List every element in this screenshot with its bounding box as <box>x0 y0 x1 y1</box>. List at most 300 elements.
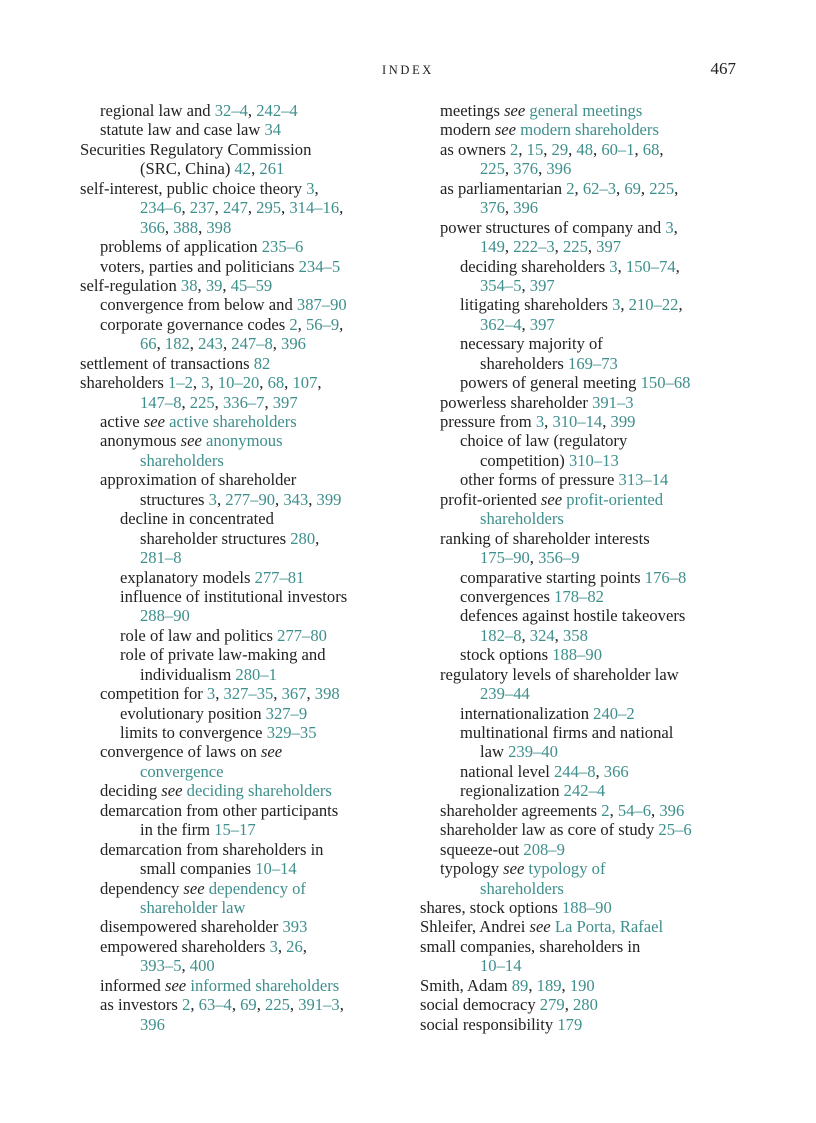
entry-text: powerless shareholder <box>440 392 593 412</box>
entry-text: explanatory models <box>120 567 255 587</box>
entry-text: , <box>164 217 174 237</box>
cross-reference-link[interactable]: 39 <box>205 275 223 295</box>
index-subentry-line <box>420 665 745 684</box>
cross-reference-link[interactable]: general meetings <box>529 101 643 120</box>
index-subentry-line <box>80 723 405 742</box>
index-heading-line <box>80 179 405 198</box>
entry-text: , <box>339 198 344 218</box>
cross-reference-link[interactable]: 239–44 <box>480 684 530 704</box>
see-marker: see <box>504 101 526 120</box>
cross-reference-link[interactable]: 279 <box>539 995 565 1015</box>
entry-text: (SRC, China) <box>140 159 235 179</box>
entry-text: corporate governance codes <box>100 314 290 334</box>
cross-reference-link[interactable]: 15–17 <box>214 820 256 840</box>
entry-text: regionalization <box>460 781 564 801</box>
entry-text: , <box>504 198 514 218</box>
index-subentry-line <box>80 956 405 975</box>
entry-text: Securities Regulatory Commission <box>80 139 312 159</box>
entry-text: , <box>181 198 190 218</box>
cross-reference-link[interactable]: 240–2 <box>593 703 635 723</box>
entry-text: role of law and politics <box>120 625 278 645</box>
entry-text: , <box>281 198 290 218</box>
entry-text: , <box>521 275 530 295</box>
index-subentry-line <box>80 665 405 684</box>
cross-reference-link[interactable]: 225 <box>562 237 588 257</box>
entry-text: , <box>197 275 206 295</box>
index-subentry-line <box>420 723 745 742</box>
index-subentry-line <box>80 781 405 800</box>
cross-reference-link[interactable]: 234–5 <box>298 256 341 276</box>
cross-reference-link[interactable]: 45–59 <box>230 275 273 295</box>
index-subentry-line <box>420 237 745 256</box>
entry-text: meetings <box>440 101 505 120</box>
entry-text: powers of general meeting <box>460 373 641 393</box>
cross-reference-link[interactable]: 391–3 <box>592 392 634 412</box>
cross-reference-link[interactable]: typology of <box>528 859 606 879</box>
index-subentry-line <box>420 587 745 606</box>
entry-text: , <box>521 314 530 334</box>
index-subentry-line <box>80 120 405 139</box>
cross-reference-link[interactable]: 10–14 <box>255 859 297 879</box>
cross-reference-link[interactable]: 3 <box>306 178 315 198</box>
cross-reference-link[interactable]: 169–73 <box>568 353 618 373</box>
index-subentry-line <box>420 218 745 237</box>
index-subentry-line <box>420 859 745 878</box>
cross-reference-link[interactable]: 280–1 <box>235 664 277 684</box>
cross-reference-link[interactable]: 15 <box>526 139 544 159</box>
cross-reference-link[interactable]: 247 <box>222 198 248 218</box>
cross-reference-link[interactable]: 225 <box>480 159 505 179</box>
cross-reference-link[interactable]: 277–81 <box>254 567 305 587</box>
entry-text: , <box>504 237 514 257</box>
index-subentry-line <box>420 257 745 276</box>
cross-reference-link[interactable]: 82 <box>253 353 271 373</box>
entry-text: , <box>616 178 625 198</box>
cross-reference-link[interactable]: 175–90 <box>480 548 530 568</box>
index-subentry-line <box>420 509 745 528</box>
entry-text: , <box>574 178 583 198</box>
entry-text: , <box>659 139 664 159</box>
cross-reference-link[interactable]: 366 <box>140 217 165 237</box>
entry-text: as investors <box>100 995 183 1015</box>
entry-text: multinational firms and national <box>460 723 674 742</box>
cross-reference-link[interactable]: 2 <box>289 314 298 334</box>
see-marker: see <box>183 878 205 898</box>
cross-reference-link[interactable]: 354–5 <box>480 275 522 295</box>
cross-reference-link[interactable]: 34 <box>264 120 282 140</box>
entry-text: , <box>289 995 299 1015</box>
entry-text: , <box>595 761 604 781</box>
entry-text: , <box>192 373 202 393</box>
entry-text: stock options <box>460 645 553 665</box>
cross-reference-link[interactable]: 3 <box>609 256 618 276</box>
cross-reference-link[interactable]: informed shareholders <box>190 975 340 995</box>
entry-text: typology <box>440 859 504 879</box>
cross-reference-link[interactable]: 38 <box>180 275 198 295</box>
entry-text: active <box>100 412 144 431</box>
entry-text: national level <box>460 761 554 781</box>
cross-reference-link[interactable]: 225 <box>189 392 215 412</box>
cross-reference-link[interactable]: profit-oriented <box>566 489 664 509</box>
index-subentry-line <box>80 742 405 761</box>
entry-text: , <box>543 139 552 159</box>
cross-reference-link[interactable]: 225 <box>265 995 290 1015</box>
entry-text: , <box>222 275 231 295</box>
cross-reference-link[interactable]: 396 <box>281 334 306 354</box>
cross-reference-link[interactable]: 391–3 <box>298 995 340 1015</box>
cross-reference-link[interactable]: 288–90 <box>140 606 190 626</box>
cross-reference-link[interactable]: 150–74 <box>625 256 676 276</box>
entry-text: , <box>284 373 293 393</box>
cross-reference-link[interactable]: 54–6 <box>617 800 652 820</box>
cross-reference-link[interactable]: 261 <box>259 159 285 179</box>
cross-reference-link[interactable]: 362–4 <box>480 314 522 334</box>
cross-reference-link[interactable]: 399 <box>316 489 342 509</box>
entry-text: in the firm <box>140 820 215 840</box>
index-subentry-line <box>80 295 405 314</box>
cross-reference-link[interactable]: 2 <box>566 178 575 198</box>
index-subentry-line <box>420 295 745 314</box>
cross-reference-link[interactable]: 237 <box>189 198 215 218</box>
cross-reference-link[interactable]: 376 <box>480 198 505 218</box>
cross-reference-link[interactable]: 313–14 <box>618 470 669 490</box>
cross-reference-link[interactable]: 222–3 <box>513 237 555 257</box>
index-heading-line <box>420 917 745 936</box>
cross-reference-link[interactable]: 68 <box>642 139 660 159</box>
cross-reference-link[interactable]: 281–8 <box>140 548 182 568</box>
entry-text: , <box>256 995 266 1015</box>
cross-reference-link[interactable]: 367 <box>281 684 307 704</box>
cross-reference-link[interactable]: 336–7 <box>222 392 265 412</box>
entry-text: , <box>297 314 306 334</box>
cross-reference-link[interactable]: 396 <box>513 198 539 218</box>
cross-reference-link[interactable]: 310–14 <box>552 412 603 431</box>
entry-text: anonymous <box>100 431 181 451</box>
entry-text: self-regulation <box>80 275 181 295</box>
cross-reference-link[interactable]: shareholders <box>140 450 224 470</box>
cross-reference-link[interactable]: 26 <box>286 936 303 956</box>
cross-reference-link[interactable]: 3 <box>535 412 545 431</box>
entry-text: , <box>528 975 537 995</box>
entry-text: , <box>181 392 190 412</box>
entry-text: voters, parties and politicians <box>100 256 299 276</box>
index-subentry-line <box>80 587 405 606</box>
cross-reference-link[interactable]: 69 <box>240 995 257 1015</box>
entry-text: , <box>339 314 344 334</box>
cross-reference-link[interactable]: 149 <box>480 237 505 257</box>
cross-reference-link[interactable]: 242–4 <box>563 781 606 801</box>
index-subentry-line <box>80 159 405 178</box>
index-subentry-line <box>80 529 405 548</box>
entry-text: , <box>561 975 570 995</box>
index-subentry-line <box>80 606 405 625</box>
cross-reference-link[interactable]: 182–8 <box>480 625 522 645</box>
index-subentry-line <box>420 470 745 489</box>
cross-reference-link[interactable]: 63–4 <box>198 995 232 1015</box>
cross-reference-link[interactable]: 397 <box>596 237 622 257</box>
cross-reference-link[interactable]: 147–8 <box>140 392 182 412</box>
cross-reference-link[interactable]: 32–4 <box>214 101 248 120</box>
cross-reference-link[interactable]: 10–14 <box>480 956 522 976</box>
cross-reference-link[interactable]: 10–20 <box>217 373 260 393</box>
entry-text: individualism <box>140 664 236 684</box>
cross-reference-link[interactable]: 277–80 <box>277 625 327 645</box>
cross-reference-link[interactable]: 399 <box>610 412 636 431</box>
cross-reference-link[interactable]: 89 <box>511 975 529 995</box>
cross-reference-link[interactable]: 239–40 <box>508 742 558 762</box>
entry-text: , <box>529 548 539 568</box>
cross-reference-link[interactable]: convergence <box>140 761 224 781</box>
index-subentry-line <box>80 879 405 898</box>
cross-reference-link[interactable]: 3 <box>612 295 621 315</box>
entry-text: , <box>222 334 232 354</box>
index-heading-line <box>80 354 405 373</box>
cross-reference-link[interactable]: 182 <box>164 334 190 354</box>
cross-reference-link[interactable]: 225 <box>649 178 675 198</box>
cross-reference-link[interactable]: 397 <box>529 275 555 295</box>
cross-reference-link[interactable]: 178–82 <box>554 586 604 606</box>
index-subentry-line <box>80 393 405 412</box>
entry-text: , <box>504 159 514 179</box>
cross-reference-link[interactable]: 3 <box>665 217 674 237</box>
entry-text: regulatory levels of shareholder law <box>440 664 679 684</box>
index-subentry-line <box>420 548 745 567</box>
cross-reference-link[interactable]: 277–90 <box>225 489 276 509</box>
index-heading-line <box>80 276 405 295</box>
index-subentry-line <box>80 937 405 956</box>
cross-reference-link[interactable]: 69 <box>624 178 641 198</box>
cross-reference-link[interactable]: 393 <box>282 917 308 937</box>
index-subentry-line <box>420 393 745 412</box>
entry-text: small companies, shareholders in <box>420 936 641 956</box>
see-marker: see <box>494 120 517 140</box>
index-subentry-line <box>420 626 745 645</box>
cross-reference-link[interactable]: dependency of <box>208 878 306 898</box>
entry-text: small companies <box>140 859 256 879</box>
entry-text: shareholder structures <box>140 528 291 548</box>
index-heading-line <box>420 937 745 956</box>
cross-reference-link[interactable]: 188–90 <box>552 645 602 665</box>
cross-reference-link[interactable]: modern shareholders <box>520 120 659 140</box>
running-head: INDEX <box>382 63 434 77</box>
cross-reference-link[interactable]: 3 <box>201 373 210 393</box>
entry-text: modern <box>440 120 495 140</box>
entry-text: , <box>273 684 282 704</box>
entry-text: as parliamentarian <box>440 178 567 198</box>
entry-text: , <box>544 412 553 431</box>
cross-reference-link[interactable]: 3 <box>206 684 216 704</box>
cross-reference-link[interactable]: 242–4 <box>256 101 298 120</box>
entry-text: demarcation from other participants <box>100 800 339 820</box>
cross-reference-link[interactable]: 280 <box>290 528 316 548</box>
cross-reference-link[interactable]: 56–9 <box>305 314 340 334</box>
cross-reference-link[interactable]: 396 <box>659 800 685 820</box>
cross-reference-link[interactable]: 3 <box>208 489 217 509</box>
index-subentry-line <box>420 742 745 761</box>
cross-reference-link[interactable]: 176–8 <box>644 567 687 587</box>
see-marker: see <box>540 489 563 509</box>
see-marker: see <box>143 412 165 431</box>
cross-reference-link[interactable]: 329–35 <box>266 723 317 742</box>
cross-reference-link[interactable]: 208–9 <box>523 839 565 859</box>
entry-text: choice of law (regulatory <box>460 431 628 451</box>
cross-reference-link[interactable]: 295 <box>256 198 282 218</box>
cross-reference-link[interactable]: 190 <box>569 975 595 995</box>
cross-reference-link[interactable]: 48 <box>576 139 594 159</box>
index-subentry-line <box>80 995 405 1014</box>
entry-text: shareholder agreements <box>440 800 602 820</box>
index-subentry-line <box>80 762 405 781</box>
cross-reference-link[interactable]: 280 <box>572 995 598 1015</box>
cross-reference-link[interactable]: 210–22 <box>628 295 679 315</box>
index-subentry-line <box>80 218 405 237</box>
index-subentry-line <box>420 606 745 625</box>
cross-reference-link[interactable]: 400 <box>189 956 215 976</box>
entry-text: social responsibility <box>420 1014 558 1034</box>
index-subentry-line <box>420 801 745 820</box>
cross-reference-link[interactable]: 66 <box>140 334 157 354</box>
entry-text: shareholder law as core of study <box>440 820 659 840</box>
index-subentry-line <box>80 704 405 723</box>
cross-reference-link[interactable]: 107 <box>292 373 318 393</box>
cross-reference-link[interactable]: 366 <box>603 761 629 781</box>
index-subentry-line <box>420 431 745 450</box>
cross-reference-link[interactable]: 388 <box>173 217 199 237</box>
cross-reference-link[interactable]: 376 <box>513 159 539 179</box>
index-subentry-line <box>80 509 405 528</box>
cross-reference-link[interactable]: shareholders <box>480 509 564 529</box>
cross-reference-link[interactable]: 2 <box>510 139 519 159</box>
cross-reference-link[interactable]: anonymous <box>206 431 283 451</box>
entry-text: , <box>675 256 680 276</box>
index-subentry-line <box>420 704 745 723</box>
entry-text: , <box>308 489 317 509</box>
entry-text: problems of application <box>100 237 262 257</box>
cross-reference-link[interactable]: 1–2 <box>168 373 193 393</box>
cross-reference-link[interactable]: 2 <box>182 995 191 1015</box>
entry-text: , <box>554 237 563 257</box>
entry-text: self-interest, public choice theory <box>80 178 307 198</box>
cross-reference-link[interactable]: 29 <box>551 139 569 159</box>
entry-text: , <box>198 217 207 237</box>
cross-reference-link[interactable]: 2 <box>601 800 610 820</box>
cross-reference-link[interactable]: 60–1 <box>601 139 635 159</box>
cross-reference-link[interactable]: 25–6 <box>658 820 692 840</box>
cross-reference-link[interactable]: 396 <box>140 1014 165 1034</box>
cross-reference-link[interactable]: La Porta, Rafael <box>554 917 664 937</box>
entry-text: , <box>181 956 190 976</box>
entry-text: , <box>302 936 307 956</box>
entry-text: social democracy <box>420 995 540 1015</box>
entry-text: , <box>339 995 344 1015</box>
entry-text: , <box>247 198 257 218</box>
entry-text: litigating shareholders <box>460 295 613 315</box>
index-subentry-line <box>420 645 745 664</box>
index-subentry-line <box>420 179 745 198</box>
cross-reference-link[interactable]: 398 <box>314 684 340 704</box>
cross-reference-link[interactable]: 327–9 <box>265 703 308 723</box>
cross-reference-link[interactable]: 62–3 <box>582 178 617 198</box>
cross-reference-link[interactable]: 324 <box>529 625 555 645</box>
index-heading-line <box>80 373 405 392</box>
page-number: 467 <box>710 59 736 78</box>
cross-reference-link[interactable]: 314–16 <box>289 198 340 218</box>
cross-reference-link[interactable]: 310–13 <box>568 450 619 470</box>
entry-text: , <box>247 101 257 120</box>
index-subentry-line <box>420 373 745 392</box>
cross-reference-link[interactable]: 244–8 <box>554 761 596 781</box>
cross-reference-link[interactable]: 234–6 <box>140 198 182 218</box>
entry-text: settlement of transactions <box>80 353 254 373</box>
cross-reference-link[interactable]: shareholders <box>480 878 564 898</box>
index-subentry-line <box>80 1015 405 1034</box>
entry-text: , <box>568 139 577 159</box>
cross-reference-link[interactable]: deciding shareholders <box>186 781 332 801</box>
cross-reference-link[interactable]: active shareholders <box>169 412 297 431</box>
entry-text: other forms of pressure <box>460 470 619 490</box>
cross-reference-link[interactable]: 179 <box>557 1014 583 1034</box>
index-subentry-line <box>80 451 405 470</box>
see-marker: see <box>164 975 187 995</box>
cross-reference-link[interactable]: 356–9 <box>538 548 580 568</box>
cross-reference-link[interactable]: 396 <box>546 159 572 179</box>
cross-reference-link[interactable]: 358 <box>562 625 588 645</box>
index-subentry-line <box>420 781 745 800</box>
cross-reference-link[interactable]: 343 <box>283 489 309 509</box>
entry-text: convergences <box>460 586 555 606</box>
see-marker: see <box>503 859 525 879</box>
entry-text: limits to convergence <box>120 723 267 742</box>
index-subentry-line <box>80 820 405 839</box>
index-subentry-line <box>80 198 405 217</box>
cross-reference-link[interactable]: 150–68 <box>640 373 691 393</box>
entry-text: ranking of shareholder interests <box>440 528 650 548</box>
entry-text: , <box>678 295 683 315</box>
cross-reference-link[interactable]: 327–35 <box>223 684 274 704</box>
index-subentry-line <box>80 801 405 820</box>
index-subentry-line <box>80 626 405 645</box>
cross-reference-link[interactable]: 235–6 <box>261 237 304 257</box>
entry-text: , <box>554 625 563 645</box>
cross-reference-link[interactable]: shareholder law <box>140 897 246 917</box>
cross-reference-link[interactable]: 243 <box>198 334 223 354</box>
cross-reference-link[interactable]: 397 <box>529 314 555 334</box>
index-subentry-line <box>420 840 745 859</box>
cross-reference-link[interactable]: 398 <box>206 217 232 237</box>
cross-reference-link[interactable]: 397 <box>272 392 298 412</box>
cross-reference-link[interactable]: 42 <box>234 159 252 179</box>
entry-text: statute law and case law <box>100 120 265 140</box>
entry-text: deciding shareholders <box>460 256 610 276</box>
cross-reference-link[interactable]: 68 <box>267 373 285 393</box>
entry-text: , <box>674 178 679 198</box>
cross-reference-link[interactable]: 393–5 <box>140 956 182 976</box>
cross-reference-link[interactable]: 247–8 <box>231 334 273 354</box>
index-subentry-line <box>420 276 745 295</box>
entry-text: Shleifer, Andrei <box>420 917 530 937</box>
entry-text: pressure from <box>440 412 536 431</box>
entry-text: power structures of company and <box>440 217 666 237</box>
cross-reference-link[interactable]: 188–90 <box>561 897 612 917</box>
cross-reference-link[interactable]: 3 <box>269 936 278 956</box>
entry-text: deciding <box>100 781 162 801</box>
cross-reference-link[interactable]: 189 <box>536 975 562 995</box>
index-subentry-line <box>80 976 405 995</box>
entry-text: , <box>634 139 643 159</box>
index-heading-line <box>80 140 405 159</box>
index-column-left <box>80 101 405 1034</box>
cross-reference-link[interactable]: 387–90 <box>296 295 347 315</box>
